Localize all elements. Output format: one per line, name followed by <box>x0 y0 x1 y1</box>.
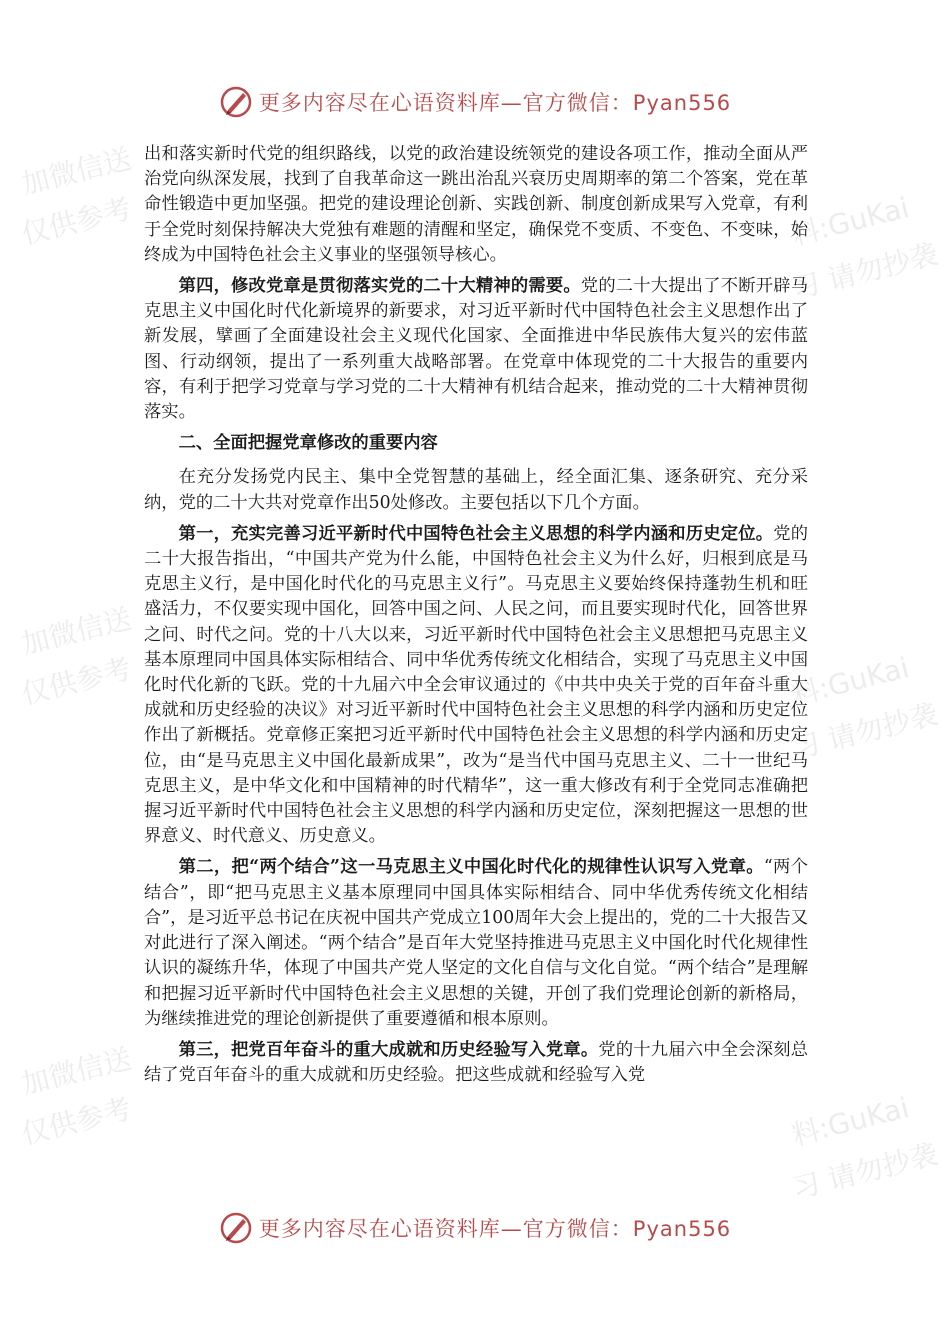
pen-logo-icon <box>219 85 253 119</box>
paragraph-lead: 第二，把“两个结合”这一马克思主义中国化时代化的规律性认识写入党章。 <box>178 857 764 878</box>
watermark: 仅供参考 <box>18 651 135 712</box>
watermark: 料:GuKai <box>788 190 913 252</box>
paragraph: 在充分发扬党内民主、集中全党智慧的基础上，经全面汇集、逐条研究、充分采纳，党的二十大共对党章作出50处修改。主要包括以下几个方面。 <box>144 467 808 513</box>
watermark: 仅供参考 <box>18 191 135 252</box>
pen-logo-icon <box>219 1211 253 1245</box>
watermark: 习 请勿抄袭 <box>788 1137 942 1206</box>
watermark: 习 请勿抄袭 <box>788 697 942 766</box>
header-banner <box>0 80 950 124</box>
paragraph-text: 党的十九届六中全会深刻总结了党百年奋斗的重大成就和历史经验。把这些成就和经验写入党 <box>144 1039 808 1086</box>
watermark: 仅供参考 <box>18 1091 135 1152</box>
section-heading: 二、全面把握党章修改的重要内容 <box>178 433 438 454</box>
paragraph-text: 党的二十大提出了不断开辟马克思主义中国化时代化新境界的新要求，对习近平新时代中国特色社会主义思想作出了新发展，擘画了全面建设社会主义现代化国家、全面推进中华民族伟大复兴的宏伟蓝图、行动纲领，提出了一系列重大战略部署。在党章中体现党的二十大报告的重要内容，有利于把学习党章与学习党的二十大精神有机结合起来，推动党的二十大精神贯彻落实。 <box>144 276 808 423</box>
paragraph: 出和落实新时代党的组织路线，以党的政治建设统领党的建设各项工作，推动全面从严治党向纵深发展，找到了自我革命这一跳出治乱兴衰历史周期率的第二个答案，党在革命性锻造中更加坚强。把党的建设理论创新、实践创新、制度创新成果写入党章，有利于全党时刻保持解决大党独有难题的清醒和坚定，确保党不变质、不变色、不变味，始终成为中国特色社会主义事业的坚强领导核心。 <box>144 144 808 265</box>
paragraph <box>144 522 808 850</box>
footer-banner <box>0 1206 950 1250</box>
paragraph <box>144 1038 808 1088</box>
paragraph-lead: 第一，充实完善习近平新时代中国特色社会主义思想的科学内涵和历史定位。 <box>178 523 774 544</box>
paragraph <box>144 855 808 1031</box>
paragraph <box>144 274 808 425</box>
watermark: 料:GuKai <box>788 650 913 712</box>
banner-text: 更多内容尽在心语资料库—官方微信：Pyan556 <box>258 91 732 115</box>
banner-text: 更多内容尽在心语资料库—官方微信：Pyan556 <box>258 1217 732 1241</box>
paragraph-lead: 第四，修改党章是贯彻落实党的二十大精神的需要。 <box>178 276 581 297</box>
watermark: 加微信送 <box>18 1041 135 1102</box>
watermark: 料:GuKai <box>788 1090 913 1152</box>
paragraph-text: “两个结合”，即“把马克思主义基本原理同中国具体实际相结合、同中华优秀传统文化相结合”，是习近平总书记在庆祝中国共产党成立100周年大会上提出的，党的二十大报告又对此进行了深入阐述。“两个结合”是百年大党坚持推进马克思主义中国化时代化规律性认识的凝练升华，体现了中国共产党人坚定的文化自信与文化自觉。“两个结合”是理解和把握习近平新时代中国特色社会主义思想的关键，开创了我们党理论创新的新格局，为继续推进党的理论创新提供了重要遵循和根本原则。 <box>144 857 808 1029</box>
watermark: 习 请勿抄袭 <box>788 237 942 306</box>
document-body <box>144 142 808 1094</box>
paragraph-lead: 第三，把党百年奋斗的重大成就和历史经验写入党章。 <box>178 1039 599 1060</box>
watermark: 加微信送 <box>18 601 135 662</box>
paragraph-text: 党的二十大报告指出，“中国共产党为什么能，中国特色社会主义为什么好，归根到底是马克思主义行，是中国化时代化的马克思主义行”。马克思主义要始终保持蓬勃生机和旺盛活力，不仅要实现中国化，回答中国之问、人民之问，而且要实现时代化，回答世界之问、时代之问。党的十八大以来，习近平新时代中国特色社会主义思想把马克思主义基本原理同中国具体实际相结合、同中华优秀传统文化相结合，实现了马克思主义中国化时代化新的飞跃。党的十九届六中全会审议通过的《中共中央关于党的百年奋斗重大成就和历史经验的决议》对习近平新时代中国特色社会主义思想的科学内涵和历史定位作出了新概括。党章修正案把习近平新时代中国特色社会主义思想的科学内涵和历史定位，由“是马克思主义中国化最新成果”，改为“是当代中国马克思主义、二十一世纪马克思主义，是中华文化和中国精神的时代精华”，这一重大修改有利于全党同志准确把握习近平新时代中国特色社会主义思想的科学内涵和历史定位，深刻把握这一思想的世界意义、时代意义、历史意义。 <box>144 523 808 847</box>
watermark: 加微信送 <box>18 141 135 202</box>
